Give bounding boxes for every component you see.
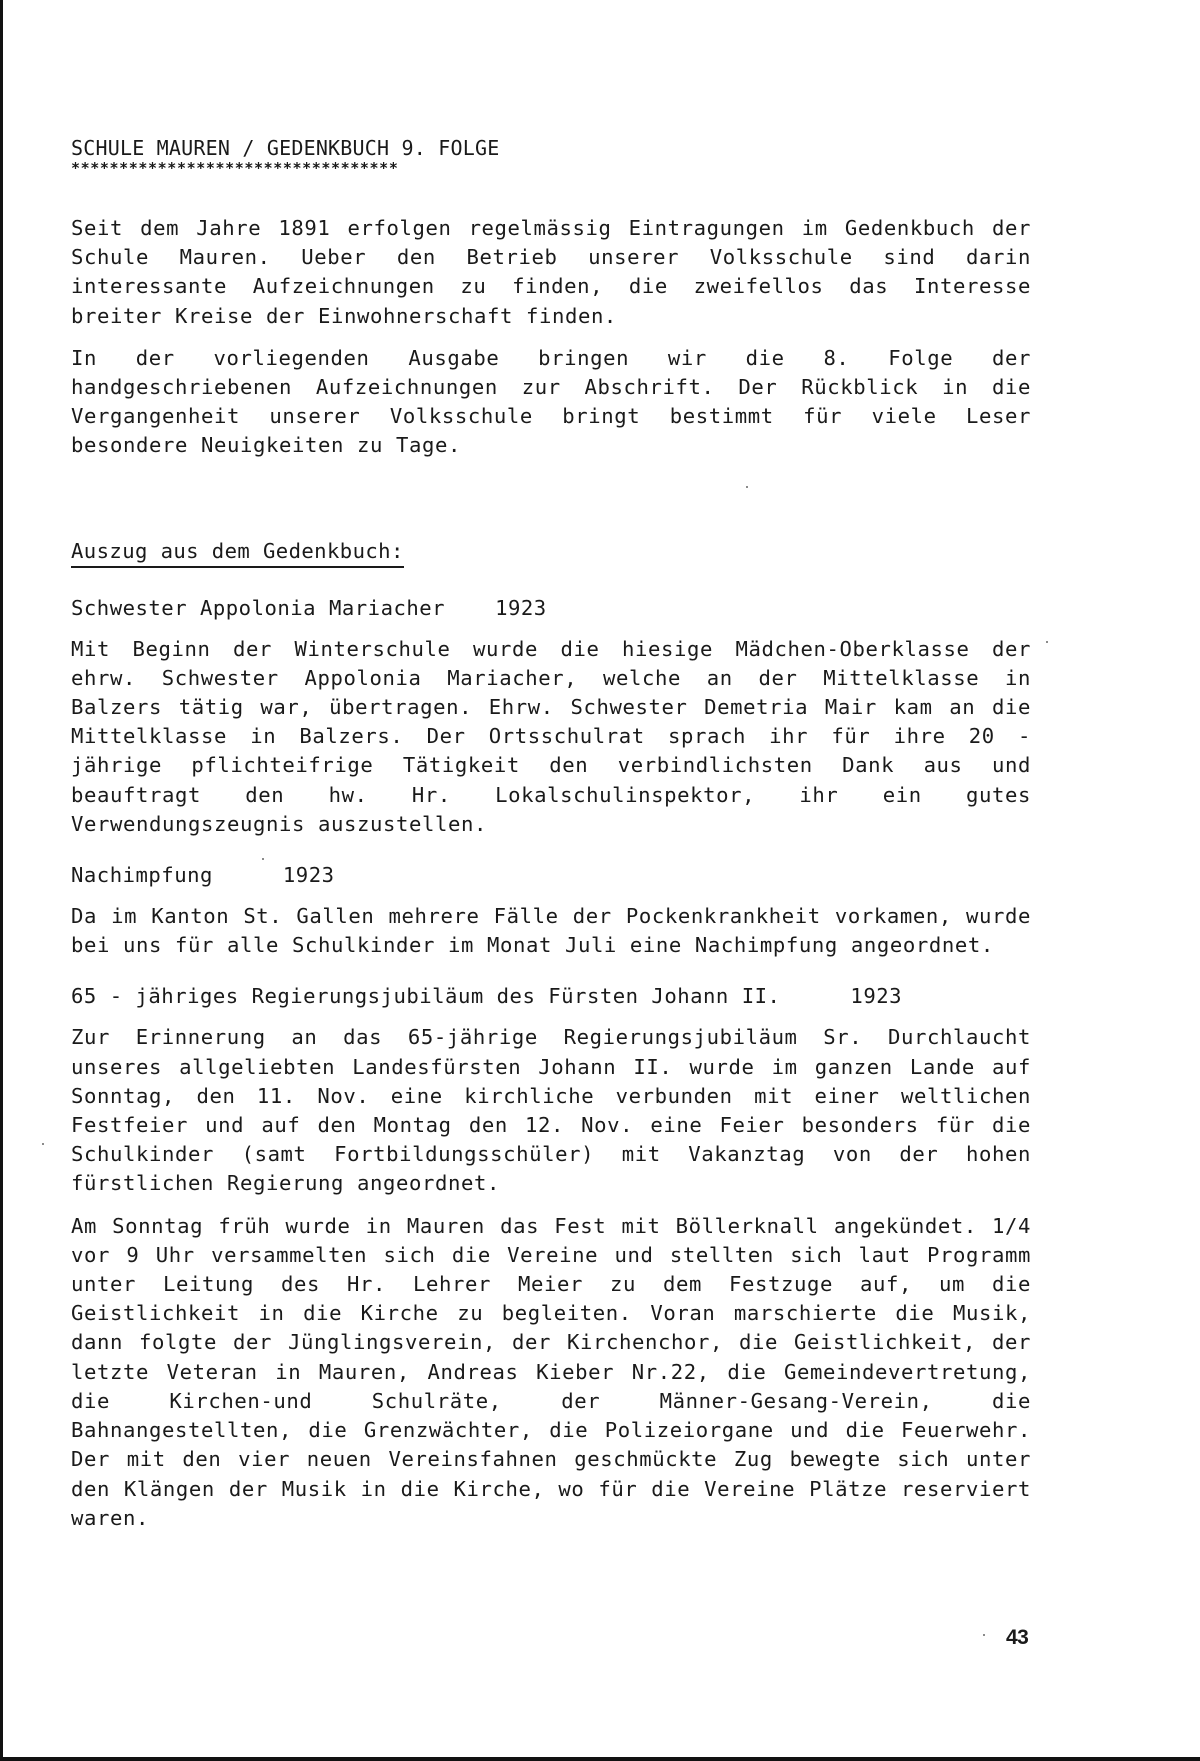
scan-speck — [42, 1143, 44, 1145]
entry-paragraph: Mit Beginn der Winterschule wurde die hiesige Mädchen-Oberklasse der ehrw. Schwester Appolonia Mariacher, welche an der Mittelklasse in Balzers tätig war, übertragen. Ehrw. Schwester Demetria Mair kam an die Mittelklasse in Balzers. Der Ortsschulrat sprach ihr für ihre 20 - jährige pflichteifrige Tätigkeit den verbindlichsten Dank aus und beauftragt den hw. Hr. Lokalschulinspektor, ihr ein gutes Verwendungszeugnis auszustellen. — [71, 636, 1031, 836]
title-asterisk-rule: ********************************** — [71, 159, 399, 177]
scan-speck — [983, 1634, 985, 1636]
entry-paragraph: Da im Kanton St. Gallen mehrere Fälle der Pockenkrankheit vorkamen, wurde bei uns für alle Schulkinder im Monat Juli eine Nachimpfung angeordnet. — [71, 904, 1031, 958]
entry-title — [71, 861, 1031, 890]
entry-title — [71, 982, 1031, 1011]
document-title: SCHULE MAUREN / GEDENKBUCH 9. FOLGE — [71, 136, 500, 160]
entry-title — [71, 594, 1031, 623]
scan-speck — [1046, 641, 1048, 643]
entry-title-text: Nachimpfung — [71, 863, 213, 888]
entry-title-text: 65 - jähriges Regierungsjubiläum des Fürsten Johann II. — [71, 984, 781, 1009]
scan-left-edge — [0, 0, 3, 1761]
entry-year: 1923 — [282, 863, 335, 888]
entry-year: 1923 — [495, 595, 547, 620]
document-page — [71, 134, 1031, 1533]
section-heading: Auszug aus dem Gedenkbuch: — [71, 537, 404, 568]
scan-bottom-edge — [0, 1757, 1200, 1761]
intro-paragraph: In der vorliegenden Ausgabe bringen wir die 8. Folge der handgeschriebenen Aufzeichnungen zur Abschrift. Der Rückblick in die Vergangenheit unserer Volksschule bringt bestimmt für viele Leser besondere Neuigkeiten zu Tage. — [71, 345, 1031, 458]
page-number: 43 — [1006, 1626, 1029, 1649]
intro-paragraph: Seit dem Jahre 1891 erfolgen regelmässig Eintragungen im Gedenkbuch der Schule Mauren. Ueber den Betrieb unserer Volksschule sind darin interessante Aufzeichnungen zu finden, die zweifellos das Interesse breiter Kreise der Einwohnerschaft finden. — [71, 216, 1031, 328]
entry-paragraph: Am Sonntag früh wurde in Mauren das Fest mit Böllerknall angekündet. 1/4 vor 9 Uhr versammelten sich die Vereine und stellten sich laut Programm unter Leitung des Hr. Lehrer Meier zu dem Festzuge auf, um die Geistlichkeit in die Kirche zu begleiten. Voran marschierte die Musik, dann folgte der Jünglingsverein, der Kirchenchor, die Geistlichkeit, der letzte Veteran in Mauren, Andreas Kieber Nr.22, die Gemeindevertretung, die Kirchen-und Schulräte, der Männer-Gesang-Verein, die Bahnangestellten, die Grenzwächter, die Polizeiorgane und die Feuerwehr. Der mit den vier neuen Vereinsfahnen geschmückte Zug bewegte sich unter den Klängen der Musik in die Kirche, wo für die Vereine Plätze reserviert waren. — [71, 1213, 1031, 1530]
entry-paragraph: Zur Erinnerung an das 65-jährige Regierungsjubiläum Sr. Durchlaucht unseres allgeliebten Landesfürsten Johann II. wurde im ganzen Lande auf Sonntag, den 11. Nov. eine kirchliche verbunden mit einer weltlichen Festfeier und auf den Montag den 12. Nov. eine Feier besonders für die Schulkinder (samt Fortbildungsschüler) mit Vakanztag von der hohen fürstlichen Regierung angeordnet. — [71, 1025, 1031, 1196]
entry-title-text: Schwester Appolonia Mariacher — [71, 595, 446, 620]
entry-year: 1923 — [850, 984, 903, 1009]
